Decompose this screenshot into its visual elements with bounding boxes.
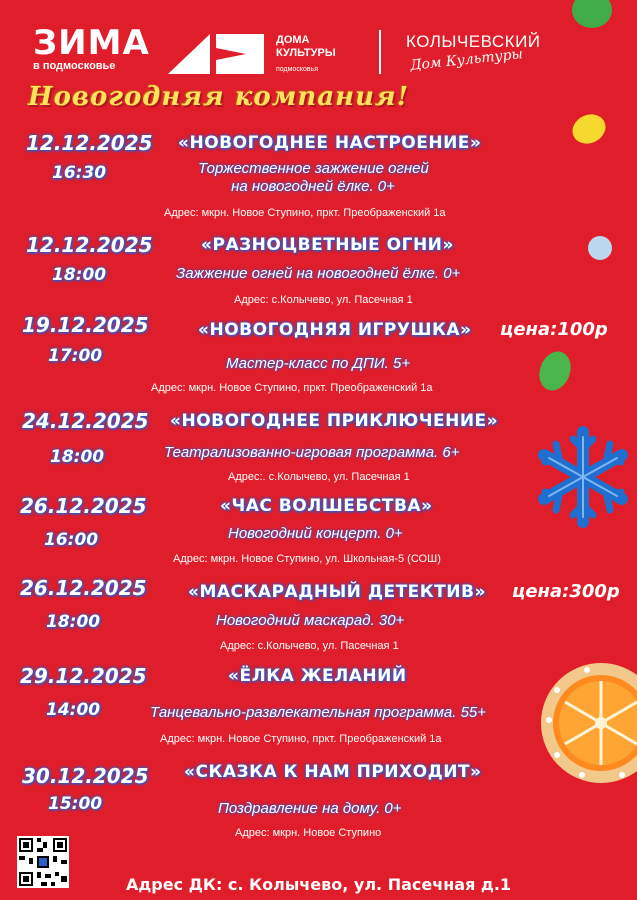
event-title: «НОВОГОДНЕЕ НАСТРОЕНИЕ»	[178, 133, 482, 153]
event-address: Адрес: мкрн. Новое Ступино, ул. Школьная-5 (СОШ)	[173, 553, 441, 565]
doma-kultury-logo-text	[276, 34, 336, 60]
kolichevsky-logo: КОЛЫЧЕВСКИЙ	[406, 32, 541, 51]
event-description-line: на новогодней ёлке. 0+	[231, 178, 395, 195]
event-time: 16:30	[52, 163, 107, 183]
event-address: Адрес: мкрн. Новое Ступино, пркт. Преображенский 1а	[164, 207, 446, 219]
event-date: 26.12.2025	[20, 576, 147, 600]
event-title: «МАСКАРАДНЫЙ ДЕТЕКТИВ»	[188, 582, 486, 602]
event-address: Адрес: мкрн. Новое Ступино, пркт. Преображенский 1а	[151, 382, 433, 394]
event-description: Театрализованно-игровая программа. 6+	[164, 444, 460, 461]
kolichevsky-logo-script: Дом Культуры	[409, 46, 524, 74]
event-price: цена:300р	[512, 581, 620, 602]
event-date: 24.12.2025	[22, 409, 149, 433]
event-date: 30.12.2025	[22, 764, 149, 788]
event-time: 15:00	[48, 794, 103, 814]
event-date: 12.12.2025	[26, 233, 153, 257]
zima-logo-subtitle: в подмосковье	[33, 60, 116, 72]
event-time: 18:00	[50, 447, 105, 467]
event-address: Адрес: с.Колычево, ул. Пасечная 1	[220, 640, 399, 652]
footer-address: Адрес ДК: с. Колычево, ул. Пасечная д.1	[125, 875, 512, 894]
event-description: Мастер-класс по ДПИ. 5+	[226, 355, 411, 372]
event-description: Новогодний концерт. 0+	[228, 525, 403, 542]
event-time: 18:00	[52, 265, 107, 285]
doma-line2: КУЛЬТУРЫ	[276, 47, 336, 59]
event-description-line: Торжественное зажжение огней	[198, 160, 429, 177]
event-address: Адрес: мкрн. Новое Ступино	[235, 827, 382, 839]
page-title: Новогодняя компания!	[28, 82, 410, 112]
event-price: цена:100р	[500, 319, 608, 340]
event-title: «ЧАС ВОЛШЕБСТВА»	[220, 496, 433, 516]
event-time: 18:00	[46, 612, 101, 632]
event-time: 14:00	[46, 700, 101, 720]
event-title: «НОВОГОДНЯЯ ИГРУШКА»	[198, 320, 472, 340]
event-description: Танцевально-развлекательная программа. 55+	[150, 704, 487, 721]
event-address: Адрес: мкрн. Новое Ступино, пркт. Преображенский 1а	[160, 733, 442, 745]
event-time: 17:00	[48, 346, 103, 366]
event-date: 12.12.2025	[26, 131, 153, 155]
event-title: «РАЗНОЦВЕТНЫЕ ОГНИ»	[201, 235, 454, 255]
event-description	[198, 160, 428, 196]
event-description: Поздравление на дому. 0+	[218, 800, 402, 817]
zima-logo: ЗИМА	[33, 23, 150, 63]
event-address: Адрес:. с.Колычево, ул. Пасечная 1	[228, 471, 410, 483]
event-title: «ЁЛКА ЖЕЛАНИЙ	[228, 666, 407, 686]
event-date: 19.12.2025	[22, 313, 149, 337]
event-date: 26.12.2025	[20, 494, 147, 518]
doma-line1: ДОМА	[276, 34, 310, 46]
event-title: «НОВОГОДНЕЕ ПРИКЛЮЧЕНИЕ»	[170, 411, 499, 431]
orange-slice-icon	[537, 660, 637, 786]
doma-kultury-logo-subtitle: подмосковья	[276, 66, 319, 73]
event-address: Адрес: с.Колычево, ул. Пасечная 1	[234, 294, 413, 306]
event-description: Новогодний маскарад. 30+	[216, 612, 405, 629]
doma-kultury-logo-icon	[168, 34, 264, 74]
event-description: Зажжение огней на новогодней ёлке. 0+	[176, 265, 461, 282]
event-time: 16:00	[44, 530, 99, 550]
snowflake-icon	[533, 422, 633, 532]
logo-divider	[379, 30, 381, 74]
event-date: 29.12.2025	[20, 664, 147, 688]
event-title: «СКАЗКА К НАМ ПРИХОДИТ»	[184, 762, 482, 782]
